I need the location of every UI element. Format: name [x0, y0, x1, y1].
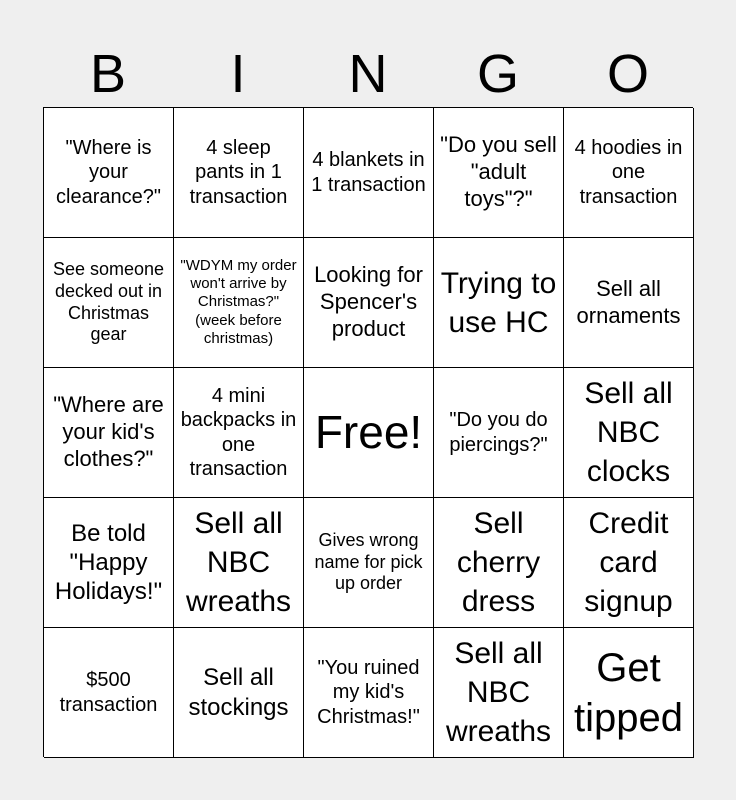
header-letter-o: O	[606, 44, 649, 104]
bingo-free-space[interactable]: Free!	[304, 368, 434, 498]
bingo-cell[interactable]: Sell all NBC wreaths	[174, 498, 304, 628]
bingo-cell[interactable]: Looking for Spencer's product	[304, 238, 434, 368]
bingo-cell[interactable]: Sell all ornaments	[564, 238, 694, 368]
bingo-grid	[43, 107, 693, 757]
bingo-cell[interactable]: "WDYM my order won't arrive by Christmas?" (week before christmas)	[174, 238, 304, 368]
bingo-cell[interactable]: Sell all NBC clocks	[564, 368, 694, 498]
bingo-cell[interactable]: "Do you sell "adult toys"?"	[434, 108, 564, 238]
bingo-cell[interactable]: Credit card signup	[564, 498, 694, 628]
bingo-cell[interactable]: Be told "Happy Holidays!"	[44, 498, 174, 628]
bingo-cell[interactable]: Sell all stockings	[174, 628, 304, 758]
header-letter-n: N	[348, 44, 388, 104]
bingo-cell[interactable]: 4 hoodies in one transaction	[564, 108, 694, 238]
bingo-header	[43, 40, 693, 108]
bingo-cell[interactable]: "Where are your kid's clothes?"	[44, 368, 174, 498]
bingo-cell[interactable]: See someone decked out in Christmas gear	[44, 238, 174, 368]
bingo-cell[interactable]: 4 blankets in 1 transaction	[304, 108, 434, 238]
bingo-cell[interactable]: "Do you do piercings?"	[434, 368, 564, 498]
bingo-cell[interactable]: "You ruined my kid's Christmas!"	[304, 628, 434, 758]
bingo-cell[interactable]: $500 transaction	[44, 628, 174, 758]
header-letter-b: B	[89, 44, 127, 104]
bingo-cell[interactable]: "Where is your clearance?"	[44, 108, 174, 238]
bingo-cell[interactable]: Trying to use HC	[434, 238, 564, 368]
header-letter-i: I	[230, 44, 246, 104]
bingo-cell[interactable]: 4 sleep pants in 1 transaction	[174, 108, 304, 238]
bingo-cell[interactable]: 4 mini backpacks in one transaction	[174, 368, 304, 498]
bingo-cell[interactable]: Sell all NBC wreaths	[434, 628, 564, 758]
header-letter-g: G	[476, 44, 519, 104]
bingo-cell[interactable]: Sell cherry dress	[434, 498, 564, 628]
bingo-cell[interactable]: Get tipped	[564, 628, 694, 758]
bingo-cell[interactable]: Gives wrong name for pick up order	[304, 498, 434, 628]
